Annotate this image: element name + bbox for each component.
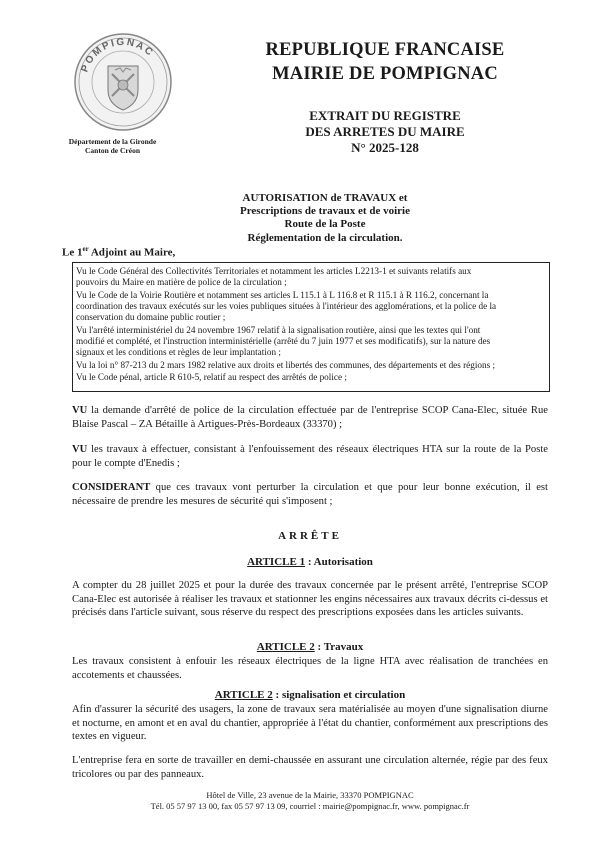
vu-request-paragraph (72, 404, 548, 431)
department-name: Département de la Gironde (68, 137, 157, 146)
canton-name: Canton de Créon (84, 146, 140, 155)
vu-keyword: VU (72, 405, 88, 416)
municipal-seal-logo (68, 30, 178, 134)
reference-line: Vu le Code pénal, article R 610-5, relatif au respect des arrêtés de police ; (76, 372, 347, 382)
mairie-heading: MAIRIE DE POMPIGNAC (272, 64, 498, 84)
adjoint-heading (62, 245, 175, 259)
reference-line: Vu le Code de la Voirie Routière et notamment ses articles L 115.1 à L 116.8 et R 115.1 à R 116.2, concernant la (76, 290, 489, 300)
reference-line: signaux et les conditions et règles de leur implantation ; (76, 347, 281, 357)
title-line-3: Route de la Poste (284, 218, 366, 230)
vu-works-text: les travaux à effectuer, consistant à l'enfouissement des réseaux électriques HTA sur la route de la Poste pour le compte d'Enedis ; (72, 444, 548, 469)
decree-number: N° 2025-128 (351, 140, 419, 155)
reference-line: Vu l'arrêté interministériel du 24 novembre 1967 relatif à la signalisation routière, ainsi que les textes qui l'ont (76, 325, 481, 335)
vu-keyword: VU (72, 444, 88, 455)
reference-line: Vu la loi n° 87-213 du 2 mars 1982 relative aux droits et libertés des communes, des départements et des régions ; (76, 360, 496, 370)
republic-heading: REPUBLIQUE FRANCAISE (265, 40, 505, 60)
reference-line: modifié et complété, et l'instruction interministérielle (arrêté du 7 juin 1977 et ses modificatifs), sur la nature des (76, 336, 491, 346)
vu-works-paragraph (72, 443, 548, 470)
adjoint-suffix: Adjoint au Maire, (88, 246, 176, 259)
adjoint-prefix: Le 1 (62, 246, 83, 259)
considerant-paragraph (72, 481, 548, 508)
article-2-text: Les travaux consistent à enfouir les réseaux électriques de la ligne HTA avec réalisation de tranchées en accotements et chaussées. (72, 656, 548, 681)
article-1-heading (72, 556, 548, 568)
considerant-keyword: CONSIDERANT (72, 482, 151, 493)
article-3-label: ARTICLE 2 (214, 689, 273, 701)
extract-line-1: EXTRAIT DU REGISTRE (309, 108, 461, 123)
svg-text:POMPIGNAC: POMPIGNAC (79, 36, 156, 74)
article-3-text-continued: L'entreprise fera en sorte de travailler en demi-chaussée en assurant une circulation alternée, régie par des feux tricolores ou par des panneaux. (72, 755, 548, 780)
extract-line-2: DES ARRETES DU MAIRE (305, 124, 465, 139)
footer-address: Hôtel de Ville, 23 avenue de la Mairie, 33370 POMPIGNAC (206, 790, 414, 800)
footer-contact: Tél. 05 57 97 13 00, fax 05 57 97 13 09, courriel : mairie@pompignac.fr, www. pompignac.fr (150, 801, 470, 811)
article-1-title: : Autorisation (305, 556, 373, 568)
article-1-text: A compter du 28 juillet 2025 et pour la durée des travaux concernée par le présent arrêté, l'entreprise SCOP Cana-Elec est autorisée à réaliser les travaux et stationner les engins nécessaires aux travaux décrits ci-dessus et précisés dans l'article suivant, sous réserve du respect des prescriptions exposées dans les articles suivants. (72, 580, 548, 619)
reference-line: pouvoirs du Maire en matière de police de la circulation ; (76, 277, 287, 287)
article-1-label: ARTICLE 1 (247, 556, 306, 568)
article-3-text: Afin d'assurer la sécurité des usagers, la zone de travaux sera matérialisée au moyen d'une signalisation diurne et nocturne, en amont et en aval du chantier, appropriée à l'état du chantier, conformément aux prescriptions des textes en vigueur. (72, 704, 548, 743)
reference-line: coordination des travaux exécutés sur les voies publiques situées à l'intérieur des agglomérations, et la police de la (76, 301, 497, 311)
reference-line: Vu le Code Général des Collectivités Territoriales et notamment les articles L2213-1 et suivants relatifs aux (76, 266, 472, 276)
adjoint-sup: er (82, 245, 89, 253)
title-line-2: Prescriptions de travaux et de voirie (240, 205, 410, 217)
article-3-title: : signalisation et circulation (272, 689, 406, 701)
article-2-heading (72, 641, 548, 653)
arrete-heading: ARRÊTE (278, 530, 342, 542)
article-3-heading (72, 689, 548, 701)
title-line-4: Réglementation de la circulation. (247, 232, 403, 244)
article-2-label: ARTICLE 2 (256, 641, 315, 653)
title-line-1: AUTORISATION de TRAVAUX et (242, 192, 408, 204)
vu-request-text: la demande d'arrêté de police de la circulation effectuée par de l'entreprise SCOP Cana-Elec, située Rue Blaise Pascal – ZA Bétaille à Artigues-Près-Bordeaux (33370) ; (72, 405, 548, 430)
reference-line: conservation du domaine public routier ; (76, 312, 226, 322)
department-caption (50, 137, 175, 155)
article-2-title: : Travaux (314, 641, 364, 653)
considerant-text: que ces travaux vont perturber la circulation et que pour leur bonne exécution, il est nécessaire de prendre les mesures de sécurité qui s'imposent ; (72, 482, 548, 507)
